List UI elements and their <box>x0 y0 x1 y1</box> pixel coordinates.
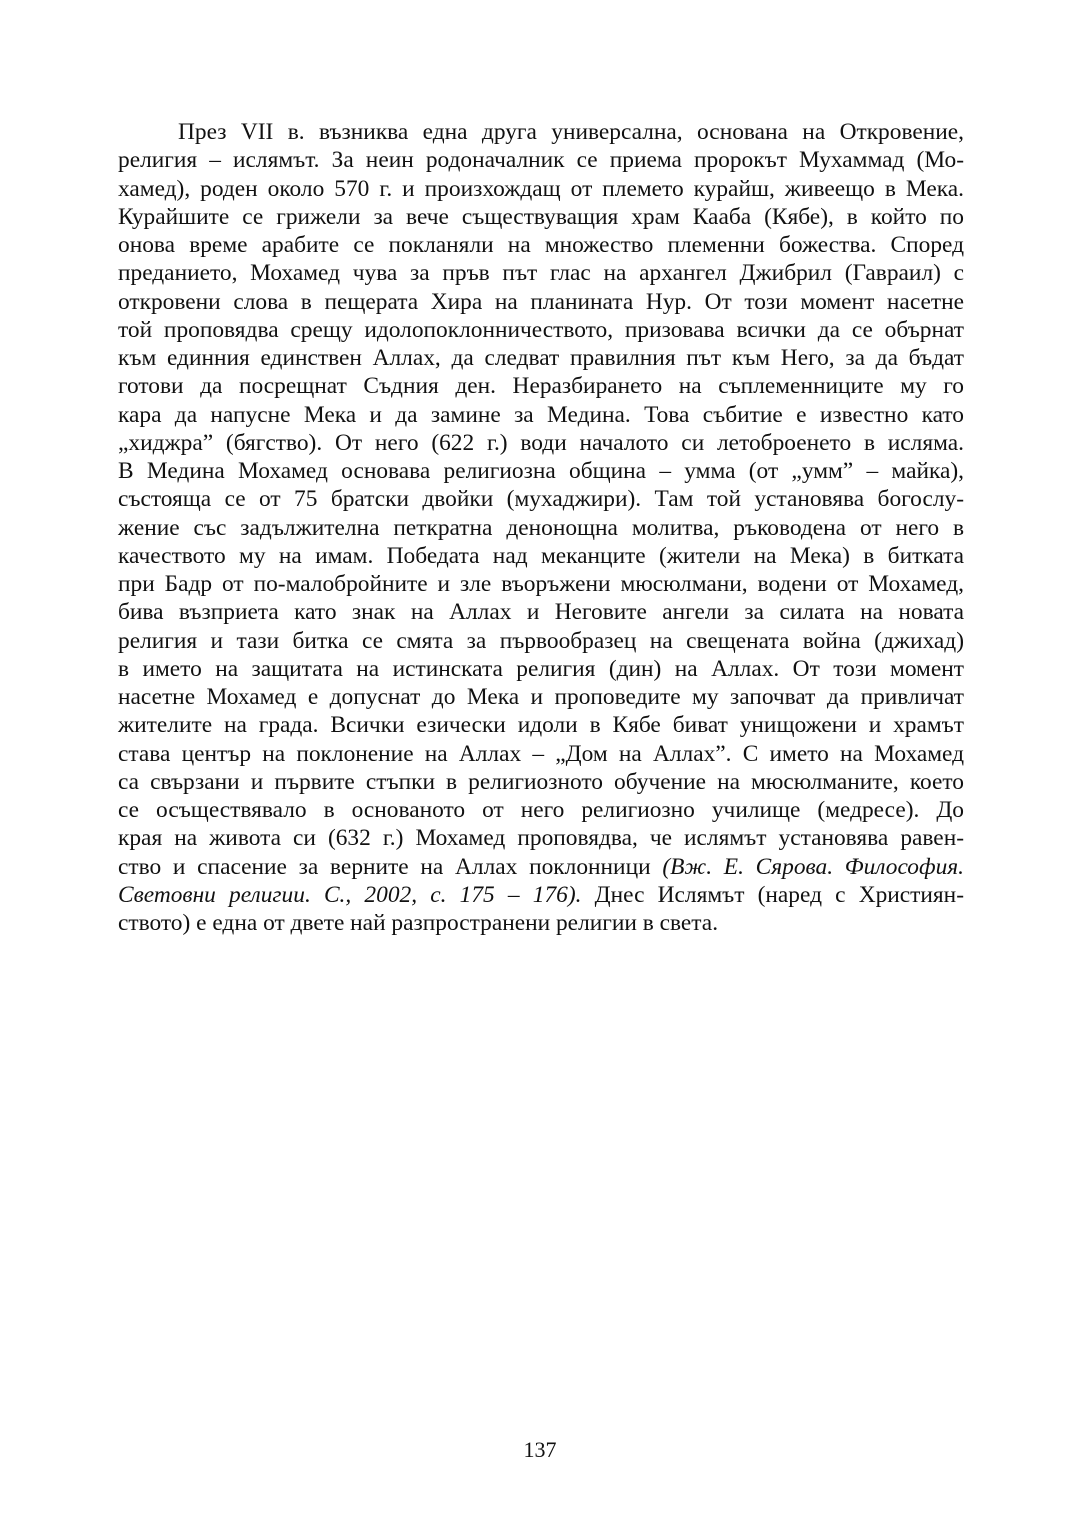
paragraph-line: преданието, Мохамед чува за пръв път глас на архангел Джибрил (Гавраил) с <box>118 260 964 287</box>
paragraph-line: През VII в. възниква една друга универсална, основана на Откровение, <box>178 119 964 145</box>
paragraph-line: онова време арабите се покланяли на множество племенни божества. Според <box>118 232 964 258</box>
paragraph-line: откровени слова в пещерата Хира на планината Нур. От този момент насетне <box>118 288 964 315</box>
paragraph-line-with-citation <box>118 881 964 909</box>
paragraph-line: бива възприета като знак на Аллах и Неговите ангели за силата на новата <box>118 599 964 626</box>
paragraph-line: Курайшите се грижели за вече съществуващия храм Кааба (Кябе), в който по <box>118 203 964 230</box>
paragraph-line: са свързани и първите стъпки в религиозното обучение на мюсюлманите, което <box>118 768 964 795</box>
paragraph-line: В Медина Мохамед основава религиозна община – умма (от „умм” – майка), <box>118 458 964 484</box>
paragraph-line: религия и тази битка се смята за първообразец на свещената война (джихад) <box>118 627 964 654</box>
paragraph-line: хамед), роден около 570 г. и произхождащ от племето курайш, живеещо в Мека. <box>118 175 964 202</box>
paragraph-line: жителите на града. Всички езически идоли в Кябе биват унищожени и храмът <box>118 712 964 739</box>
paragraph-line: ството) е една от двете най разпространени религии в света. <box>118 910 719 936</box>
paragraph-line: религия – ислямът. За неин родоначалник се приема пророкът Мухаммад (Мо- <box>118 147 964 174</box>
paragraph-line: в името на защитата на истинската религия (дин) на Аллах. От този момент <box>118 655 964 682</box>
paragraph-line: състояща се от 75 братски двойки (мухаджири). Там той установява богослу- <box>118 486 964 513</box>
body-paragraph <box>118 118 964 937</box>
paragraph-line: качеството му на имам. Победата над меканците (жители на Мека) в битката <box>118 542 964 569</box>
paragraph-line: при Бадр от по-малобройните и зле въоръжени мюсюлмани, водени от Мохамед, <box>118 571 964 597</box>
paragraph-line-with-citation <box>118 853 964 881</box>
paragraph-line: се осъществявало в основаното от него религиозно училище (медресе). До <box>118 797 964 823</box>
citation-trail-text: Днес Ислямът (наред с Християн- <box>581 881 964 908</box>
paragraph-line: жение със задължителна петкратна денонощна молитва, ръководена от него в <box>118 514 964 541</box>
paragraph-line: кара да напусне Мека и да замине за Медина. Това събитие е известно като <box>118 401 964 428</box>
page-number: 137 <box>523 1437 557 1462</box>
citation-lead-text: ство и спасение за верните на Аллах поклонници <box>118 853 663 880</box>
paragraph-line: той проповядва срещу идолопоклонничеството, призовава всички да се обърнат <box>118 316 964 343</box>
paragraph-line: става център на поклонение на Аллах – „Дом на Аллах”. С името на Мохамед <box>118 740 964 767</box>
paragraph-line: „хиджра” (бягство). От него (622 г.) води началото си летоброенето в исляма. <box>118 429 964 456</box>
paragraph-line: насетне Мохамед е допуснат до Мека и проповедите му започват да привличат <box>118 684 964 710</box>
paragraph-line: към единния единствен Аллах, да следват правилния път към Него, за да бъдат <box>118 345 964 371</box>
paragraph-line: готови да посрещнат Съдния ден. Неразбирането на съплеменниците му го <box>118 373 964 400</box>
citation-text: (Вж. Е. Сярова. Философия. <box>662 853 964 880</box>
paragraph-line: края на живота си (632 г.) Мохамед проповядва, че ислямът установява равен- <box>118 825 964 852</box>
citation-text: Световни религии. С., 2002, с. 175 – 176). <box>118 881 582 908</box>
